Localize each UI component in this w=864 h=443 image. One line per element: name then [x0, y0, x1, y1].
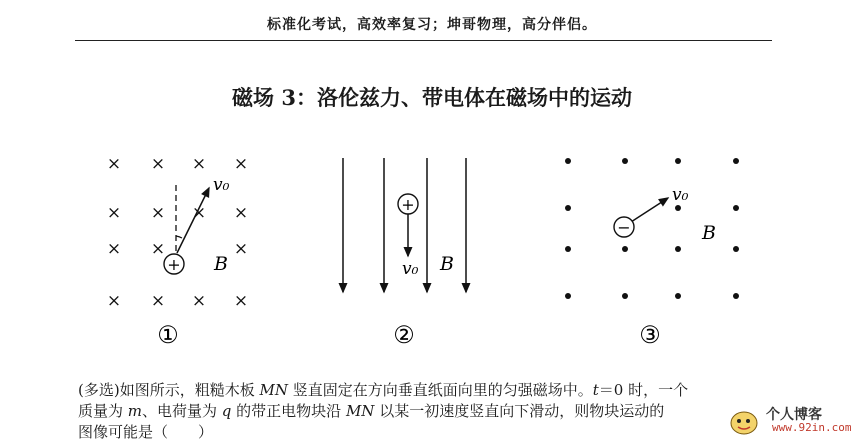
charge-sign: + — [167, 255, 181, 274]
velocity-label: v₀ — [213, 175, 230, 195]
svg-text:×: × — [150, 291, 166, 311]
svg-text:×: × — [106, 239, 122, 259]
figure-3 — [565, 158, 739, 349]
svg-text:×: × — [150, 239, 166, 259]
svg-text:×: × — [233, 239, 249, 259]
svg-text:×: × — [106, 154, 122, 174]
svg-text:×: × — [191, 154, 207, 174]
svg-text:×: × — [106, 291, 122, 311]
velocity-label: v₀ — [672, 185, 689, 205]
svg-text:×: × — [233, 291, 249, 311]
svg-text:×: × — [150, 154, 166, 174]
velocity-arrow — [631, 198, 668, 222]
figure-number: ② — [393, 321, 415, 349]
field-label: B — [702, 222, 716, 244]
watermark-name: 个人博客 — [766, 407, 822, 423]
question-text — [78, 380, 778, 443]
page-header: 标准化考试，高效率复习；坤哥物理，高分伴侣。 — [267, 17, 597, 33]
figure-1 — [107, 154, 248, 349]
field-label: B — [214, 253, 228, 275]
velocity-label: v₀ — [402, 259, 419, 279]
header-rule — [75, 40, 772, 41]
svg-text:×: × — [191, 203, 207, 223]
angle-arc — [176, 236, 182, 238]
question-line-1: (多选)如图所示，粗糙木板 MN 竖直固定在方向垂直纸面向里的匀强磁场中。t＝0 时，一个 — [78, 381, 689, 399]
svg-text:×: × — [233, 154, 249, 174]
page-title: 磁场 3：洛伦兹力、带电体在磁场中的运动 — [232, 85, 632, 110]
charge-sign: − — [617, 218, 631, 237]
svg-text:×: × — [191, 291, 207, 311]
charge-sign: + — [401, 195, 415, 214]
figure-number: ③ — [639, 321, 661, 349]
figures — [0, 140, 864, 360]
field-label: B — [440, 253, 454, 275]
blog-logo-icon — [728, 408, 760, 436]
svg-text:×: × — [233, 203, 249, 223]
question-line-3: 图像可能是（ ） — [78, 423, 214, 441]
watermark — [722, 404, 864, 439]
svg-text:×: × — [150, 203, 166, 223]
watermark-url: www.92in.com — [772, 421, 852, 434]
question-line-2: 质量为 m、电荷量为 q 的带正电物块沿 MN 以某一初速度竖直向下滑动，则物块运动的 — [78, 402, 665, 420]
svg-text:×: × — [106, 203, 122, 223]
figure-2 — [343, 158, 466, 349]
figure-number: ① — [157, 321, 179, 349]
